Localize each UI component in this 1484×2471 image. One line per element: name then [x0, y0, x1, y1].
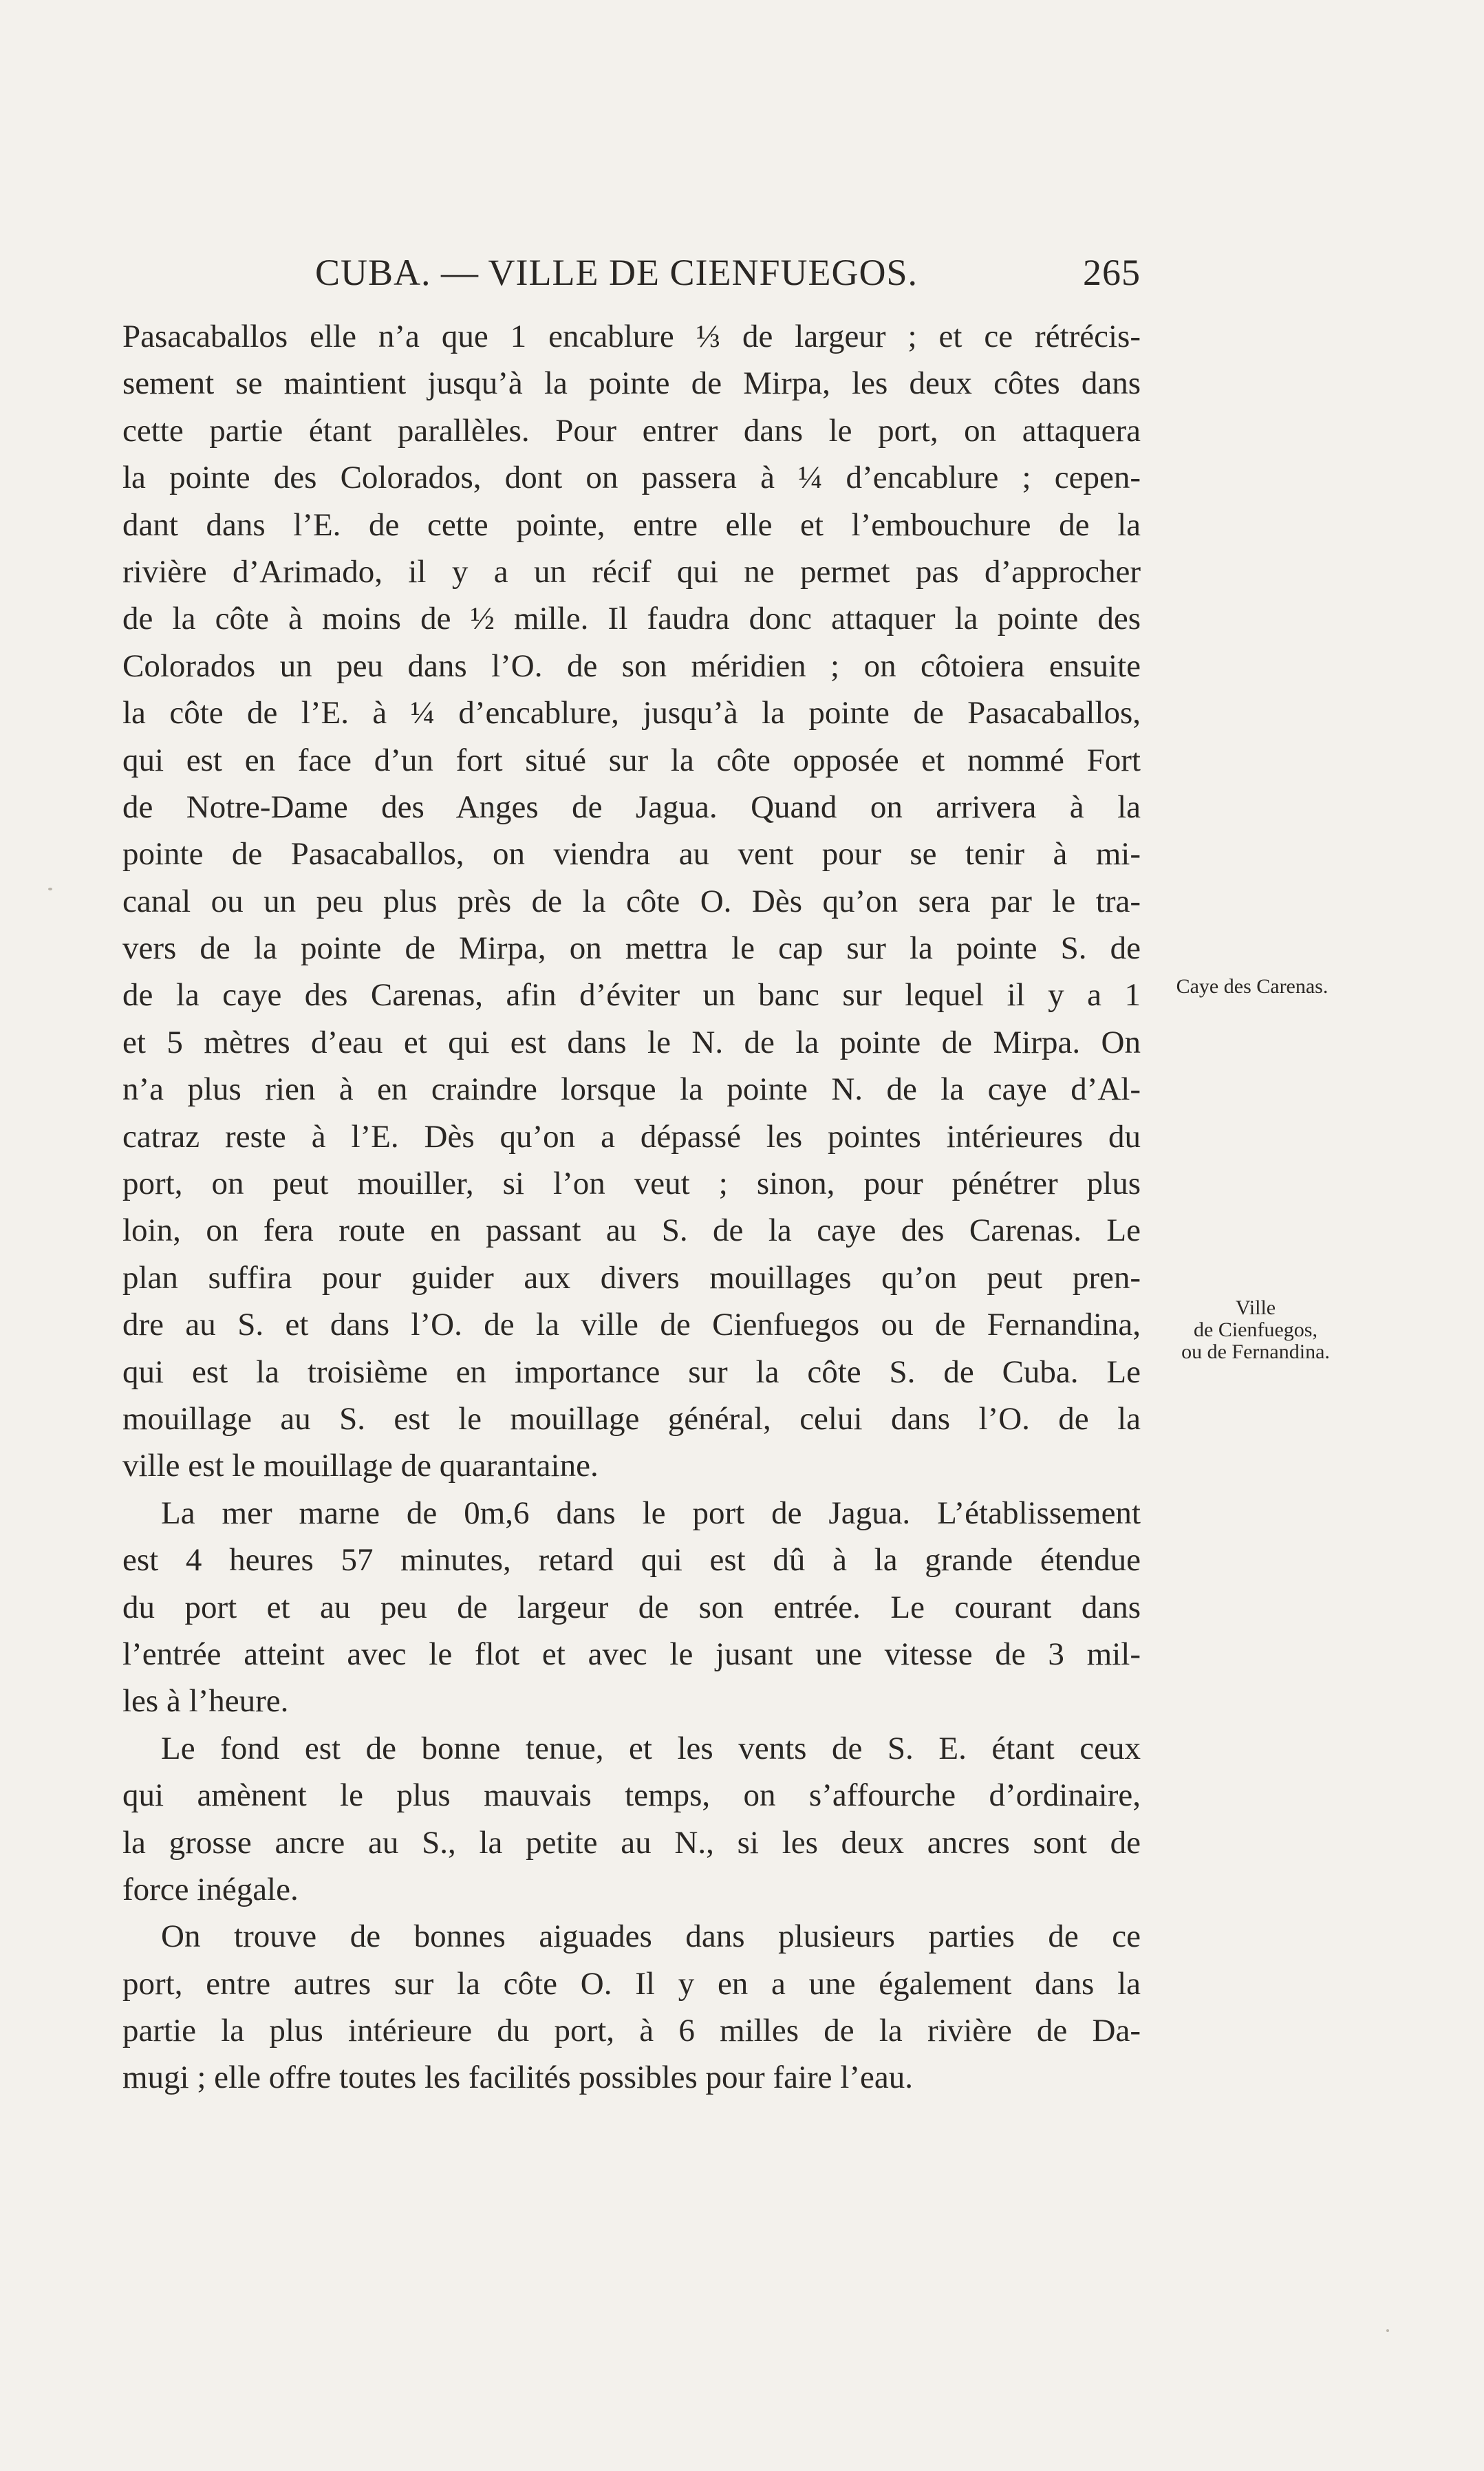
text-line: Le fond est de bonne tenue, et les vents de S. E. étant ceux	[161, 1730, 1141, 1766]
text-line: plan suffira pour guider aux divers mouillages qu’on peut pren-	[122, 1259, 1141, 1296]
text-line: ville est le mouillage de quarantaine.	[122, 1448, 599, 1484]
text-line: Colorados un peu dans l’O. de son méridien ; on côtoiera ensuite	[122, 648, 1141, 684]
text-line: pointe de Pasacaballos, on viendra au vent pour se tenir à mi-	[122, 836, 1141, 873]
text-line: de la côte à moins de ½ mille. Il faudra donc attaquer la pointe des	[122, 601, 1141, 637]
margin-note-line: de Cienfuegos,	[1194, 1318, 1318, 1341]
text-line: On trouve de bonnes aiguades dans plusieurs parties de ce	[161, 1918, 1141, 1955]
text-line: rivière d’Arimado, il y a un récif qui ne permet pas d’approcher	[122, 553, 1141, 590]
page-number: 265	[1083, 252, 1141, 293]
text-line: de Notre-Dame des Anges de Jagua. Quand on arrivera à la	[122, 789, 1141, 825]
text-line: la grosse ancre au S., la petite au N., si les deux ancres sont de	[122, 1824, 1141, 1861]
margin-note-ville	[1149, 1297, 1362, 1363]
text-line: vers de la pointe de Mirpa, on mettra le cap sur la pointe S. de	[122, 930, 1141, 967]
text-line: de la caye des Carenas, afin d’éviter un banc sur lequel il y a 1	[122, 977, 1141, 1014]
margin-note-line: ou de Fernandina.	[1181, 1340, 1330, 1363]
text-line: force inégale.	[122, 1871, 299, 1907]
text-line: loin, on fera route en passant au S. de la caye des Carenas. Le	[122, 1212, 1141, 1249]
body-text	[122, 313, 1141, 2101]
text-line: mugi ; elle offre toutes les facilités possibles pour faire l’eau.	[122, 2060, 913, 2096]
text-line: sement se maintient jusqu’à la pointe de Mirpa, les deux côtes dans	[122, 365, 1141, 402]
text-line: les à l’heure.	[122, 1683, 289, 1720]
paper-speck	[48, 888, 52, 890]
text-line: est 4 heures 57 minutes, retard qui est dû à la grande étendue	[122, 1542, 1141, 1579]
text-line: qui amènent le plus mauvais temps, on s’affourche d’ordinaire,	[122, 1777, 1141, 1814]
text-line: port, entre autres sur la côte O. Il y en a une également dans la	[122, 1965, 1141, 2002]
text-line: la pointe des Colorados, dont on passera à ¼ d’encablure ; cepen-	[122, 460, 1141, 496]
text-line: dant dans l’E. de cette pointe, entre elle et l’embouchure de la	[122, 506, 1141, 543]
text-line: du port et au peu de largeur de son entrée. Le courant dans	[122, 1589, 1141, 1625]
text-line: qui est en face d’un fort situé sur la côte opposée et nommé Fort	[122, 742, 1141, 778]
text-line: Pasacaballos elle n’a que 1 encablure ⅓ de largeur ; et ce rétrécis-	[122, 319, 1141, 354]
text-line: catraz reste à l’E. Dès qu’on a dépassé les pointes intérieures du	[122, 1118, 1141, 1155]
text-line: dre au S. et dans l’O. de la ville de Cienfuegos ou de Fernandina,	[122, 1307, 1141, 1343]
text-line: qui est la troisième en importance sur la côte S. de Cuba. Le	[122, 1354, 1141, 1390]
text-line: mouillage au S. est le mouillage général, celui dans l’O. de la	[122, 1400, 1141, 1437]
paper-speck	[1386, 2329, 1389, 2332]
running-header	[122, 251, 1141, 299]
text-line: la côte de l’E. à ¼ d’encablure, jusqu’à la pointe de Pasacaballos,	[122, 695, 1141, 731]
margin-note-text: Caye des Carenas.	[1176, 975, 1329, 998]
text-line: La mer marne de 0m,6 dans le port de Jagua. L’établissement	[161, 1495, 1141, 1531]
text-line: canal ou un peu plus près de la côte O. Dès qu’on sera par le tra-	[122, 883, 1141, 919]
text-line: l’entrée atteint avec le flot et avec le jusant une vitesse de 3 mil-	[122, 1636, 1141, 1672]
running-title: CUBA. — VILLE DE CIENFUEGOS.	[315, 252, 918, 293]
margin-note-line: Ville	[1235, 1296, 1276, 1319]
text-line: n’a plus rien à en craindre lorsque la pointe N. de la caye d’Al-	[122, 1071, 1141, 1108]
text-line: et 5 mètres d’eau et qui est dans le N. de la pointe de Mirpa. On	[122, 1024, 1141, 1060]
text-line: cette partie étant parallèles. Pour entrer dans le port, on attaquera	[122, 412, 1141, 449]
text-line: partie la plus intérieure du port, à 6 milles de la rivière de Da-	[122, 2013, 1141, 2049]
text-line: port, on peut mouiller, si l’on veut ; sinon, pour pénétrer plus	[122, 1166, 1141, 1202]
margin-note-caye	[1149, 976, 1355, 998]
